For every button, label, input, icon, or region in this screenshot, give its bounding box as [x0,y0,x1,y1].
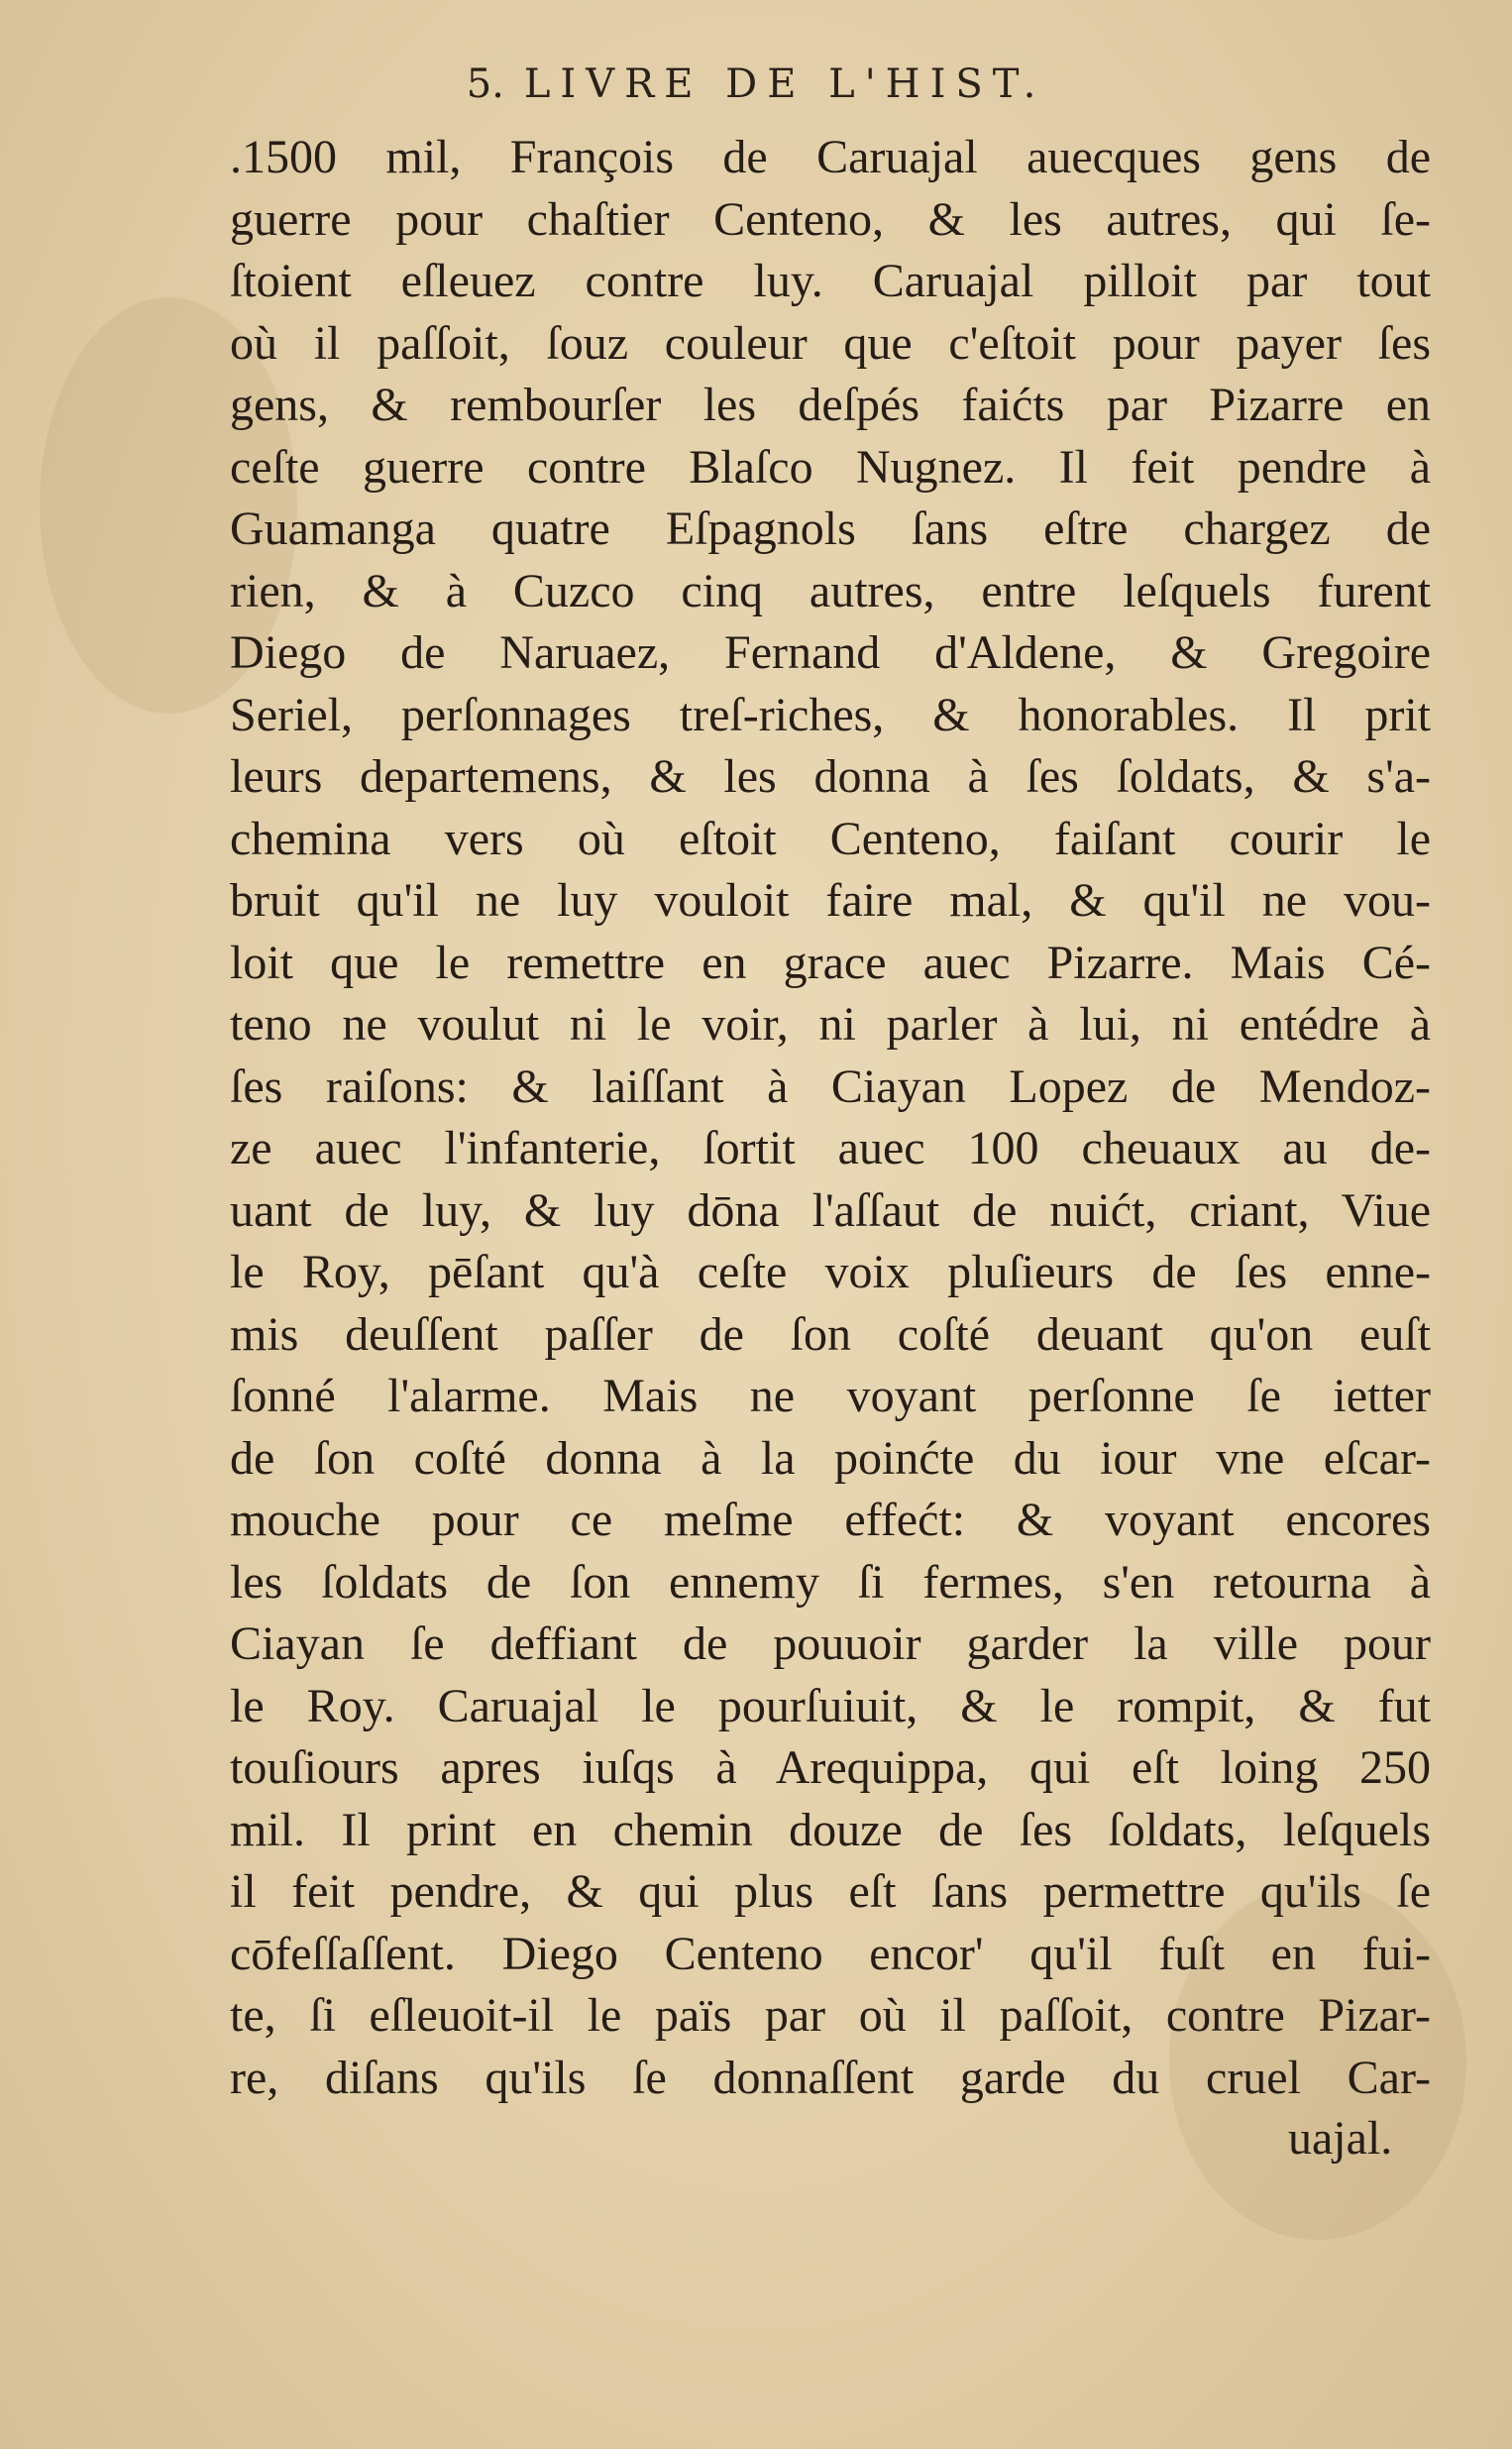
text-line: te, ſi eſleuoit-il le païs par où il paſſoit, contre Pizar- [230,1989,1431,2042]
text-line: gens, & rembourſer les deſpés faićts par Pizarre en [230,379,1431,431]
text-line: le Roy, pēſant qu'à ceſte voix pluſieurs de ſes enne- [230,1246,1431,1298]
text-line: ze auec l'infanterie, ſortit auec 100 cheuaux au de- [230,1122,1431,1174]
text-line: Ciayan ſe deffiant de pouuoir garder la ville pour [230,1617,1431,1670]
text-line: ceſte guerre contre Blaſco Nugnez. Il feit pendre à [230,440,1431,494]
text-line: cōfeſſaſſent. Diego Centeno encor' qu'il fuſt en fui- [230,1927,1431,1980]
text-line: où il paſſoit, ſouz couleur que c'eſtoit pour payer ſes [230,316,1431,370]
running-title: LIVRE DE L'HIST. [523,61,1046,107]
text-line: ſtoient eſleuez contre luy. Caruajal pilloit par tout [230,255,1431,307]
catchword: uajal. [1288,2112,1393,2165]
text-line: rien, & à Cuzco cinq autres, entre leſquels furent [230,564,1431,617]
text-line: leurs departemens, & les donna à ſes ſoldats, & s'a- [230,750,1431,803]
text-line: il feit pendre, & qui plus eſt ſans permettre qu'ils ſe [230,1865,1431,1918]
text-line: touſiours apres iuſqs à Arequippa, qui eſt loing 250 [230,1741,1431,1794]
folio-number: 5. [466,61,504,107]
text-line: uant de luy, & luy dōna l'aſſaut de nuićt, criant, Viue [230,1183,1431,1237]
text-line: mouche pour ce meſme effećt: & voyant encores [230,1494,1431,1546]
text-line: bruit qu'il ne luy vouloit faire mal, & qu'il ne vou- [230,874,1431,927]
text-line: re, diſans qu'ils ſe donnaſſent garde du cruel Car- [230,2051,1431,2104]
text-line: chemina vers où eſtoit Centeno, faiſant courir le [230,812,1431,865]
text-line: Guamanga quatre Eſpagnols ſans eſtre chargez de [230,502,1431,555]
text-line: loit que le remettre en grace auec Pizarre. Mais Cé- [230,936,1431,989]
text-line: teno ne voulut ni le voir, ni parler à lui, ni entédre à [230,998,1431,1051]
text-line: .1500 mil, François de Caruajal auecques gens de [230,131,1431,183]
text-line: ſonné l'alarme. Mais ne voyant perſonne ſe ietter [230,1370,1431,1422]
text-line: ſes raiſons: & laiſſant à Ciayan Lopez de Mendoz- [230,1059,1431,1113]
text-line: le Roy. Caruajal le pourſuiuit, & le rompit, & fut [230,1679,1431,1732]
text-line: les ſoldats de ſon ennemy ſi fermes, s'en retourna à [230,1555,1431,1609]
text-line: de ſon coſté donna à la poinćte du iour vne eſcar- [230,1431,1431,1485]
text-line: Diego de Naruaez, Fernand d'Aldene, & Gregoire [230,626,1431,679]
text-line: mis deuſſent paſſer de ſon coſté deuant qu'on euſt [230,1307,1431,1361]
text-line: mil. Il print en chemin douze de ſes ſoldats, leſquels [230,1803,1431,1856]
text-line: Seriel, perſonnages treſ-riches, & honorables. Il prit [230,688,1431,741]
body-text [230,127,1431,2109]
text-line: guerre pour chaſtier Centeno, & les autres, qui ſe- [230,192,1431,246]
running-header [0,61,1512,107]
